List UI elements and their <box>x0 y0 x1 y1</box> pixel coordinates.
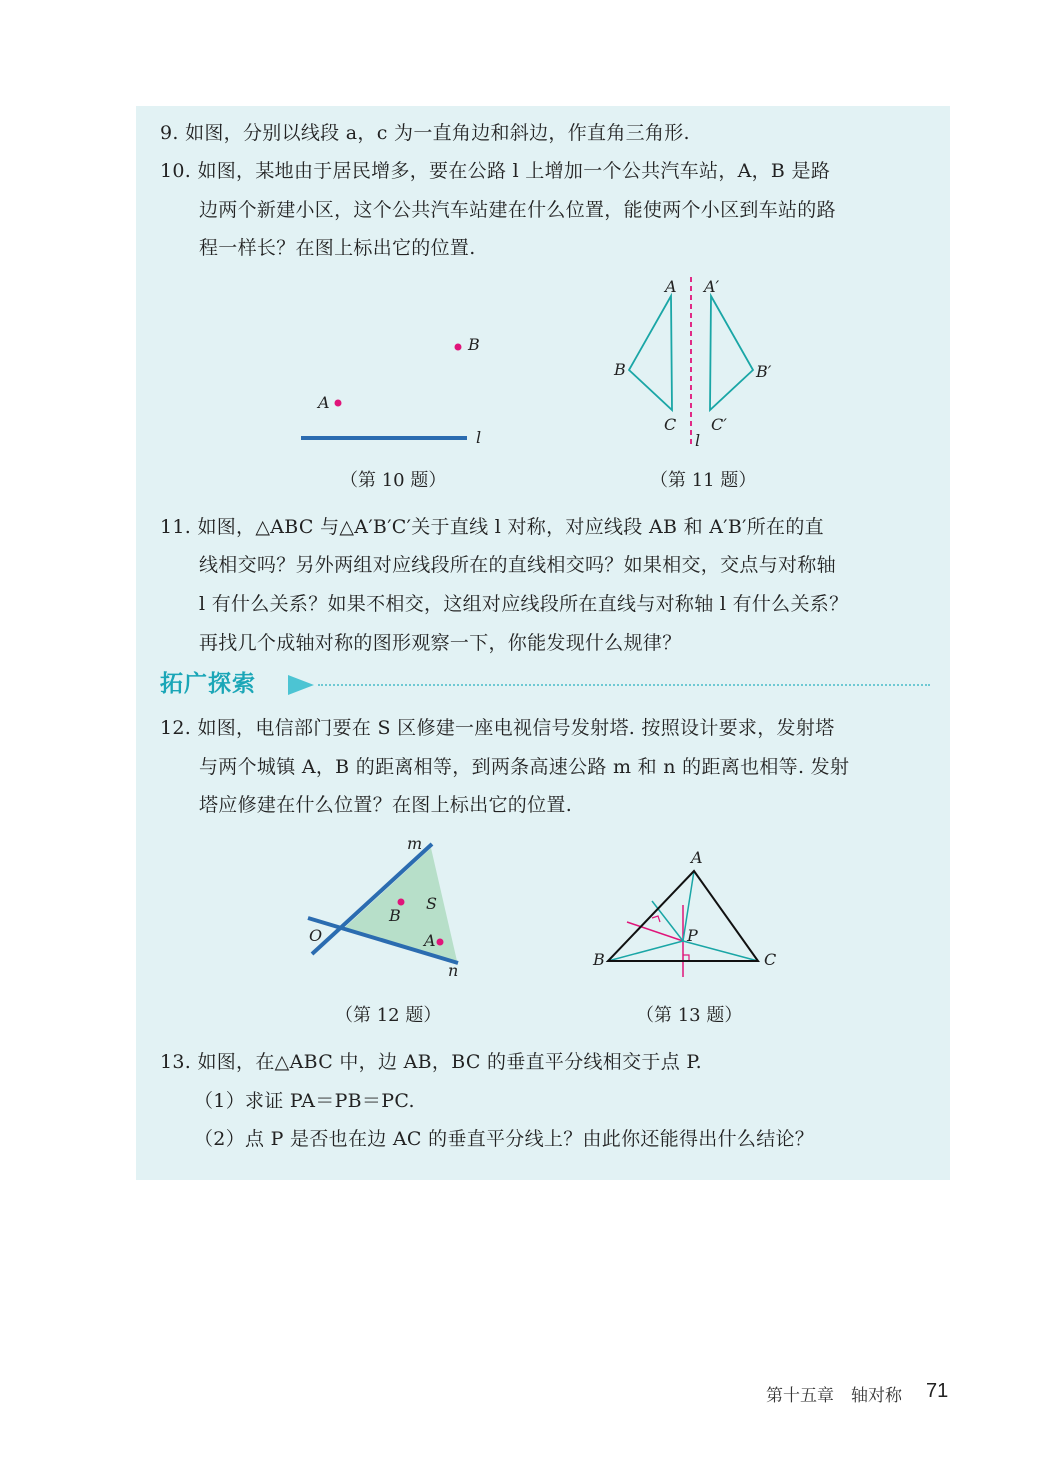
label-p: P <box>687 926 698 945</box>
figure-11 <box>605 272 785 452</box>
label-b: B <box>593 950 605 969</box>
label-c-prime: C′ <box>711 415 727 434</box>
problem-10-line-3: 程一样长？在图上标出它的位置. <box>199 237 476 259</box>
caption-figure-12: （第 12 题） <box>335 1005 442 1026</box>
label-m: m <box>407 834 423 853</box>
label-c: C <box>664 415 677 434</box>
problem-9: 9. 如图，分别以线段 a，c 为一直角边和斜边，作直角三角形. <box>160 122 690 144</box>
label-a: A <box>318 393 330 412</box>
caption-figure-10: （第 10 题） <box>340 470 447 491</box>
problem-13-part-1: （1）求证 PA＝PB＝PC. <box>194 1090 415 1112</box>
problem-10-line-1: 10. 如图，某地由于居民增多，要在公路 l 上增加一个公共汽车站，A，B 是路 <box>160 160 831 182</box>
section-header <box>160 669 930 699</box>
problem-12-line-2: 与两个城镇 A，B 的距离相等，到两条高速公路 m 和 n 的距离也相等. 发射 <box>199 756 850 778</box>
figure-10 <box>290 325 500 455</box>
problem-10-line-2: 边两个新建小区，这个公共汽车站建在什么位置，能使两个小区到车站的路 <box>199 199 836 221</box>
problem-11-line-1: 11. 如图，△ABC 与△A′B′C′关于直线 l 对称，对应线段 AB 和 A′B′所在的直 <box>160 516 824 538</box>
problem-13-part-2: （2）点 P 是否也在边 AC 的垂直平分线上？由此你还能得出什么结论？ <box>194 1128 815 1150</box>
problem-12-line-3: 塔应修建在什么位置？在图上标出它的位置. <box>199 794 573 816</box>
label-a: A <box>691 848 703 867</box>
label-b: B <box>468 335 480 354</box>
caption-figure-13: （第 13 题） <box>636 1005 743 1026</box>
label-l: l <box>476 428 482 447</box>
right-angle-mark-ab <box>652 916 660 922</box>
label-l: l <box>695 431 701 450</box>
label-b: B <box>389 906 401 925</box>
label-b: B <box>614 360 626 379</box>
page-number: 71 <box>926 1380 949 1402</box>
triangle-abc <box>629 296 672 410</box>
figure-13 <box>580 845 790 980</box>
point-a <box>437 939 444 946</box>
label-a-prime: A′ <box>704 277 720 296</box>
problem-11-line-4: 再找几个成轴对称的图形观察一下，你能发现什么规律？ <box>199 632 682 654</box>
caption-figure-11: （第 11 题） <box>650 470 757 491</box>
chapter-footer: 第十五章 轴对称 <box>766 1386 902 1406</box>
segment-pb <box>608 941 683 961</box>
label-a: A <box>424 931 436 950</box>
triangle-a2b2c2 <box>710 296 753 410</box>
section-title: 拓广探索 <box>160 671 256 697</box>
label-b-prime: B′ <box>756 362 772 381</box>
problem-11-line-2: 线相交吗？另外两组对应线段所在的直线相交吗？如果相交，交点与对称轴 <box>199 554 836 576</box>
label-n: n <box>448 961 459 980</box>
problem-11-line-3: l 有什么关系？如果不相交，这组对应线段所在直线与对称轴 l 有什么关系？ <box>199 593 849 615</box>
point-b <box>398 899 405 906</box>
label-a: A <box>665 277 677 296</box>
point-b <box>455 344 462 351</box>
problem-13-line-1: 13. 如图，在△ABC 中，边 AB，BC 的垂直平分线相交于点 P. <box>160 1051 702 1073</box>
label-s: S <box>426 894 437 913</box>
figure-12 <box>300 830 480 990</box>
label-c: C <box>764 950 777 969</box>
problem-12-line-1: 12. 如图，电信部门要在 S 区修建一座电视信号发射塔. 按照设计要求，发射塔 <box>160 717 835 739</box>
section-divider <box>318 684 930 686</box>
label-o: O <box>309 926 323 945</box>
point-a <box>335 400 342 407</box>
play-arrow-icon <box>286 673 316 697</box>
